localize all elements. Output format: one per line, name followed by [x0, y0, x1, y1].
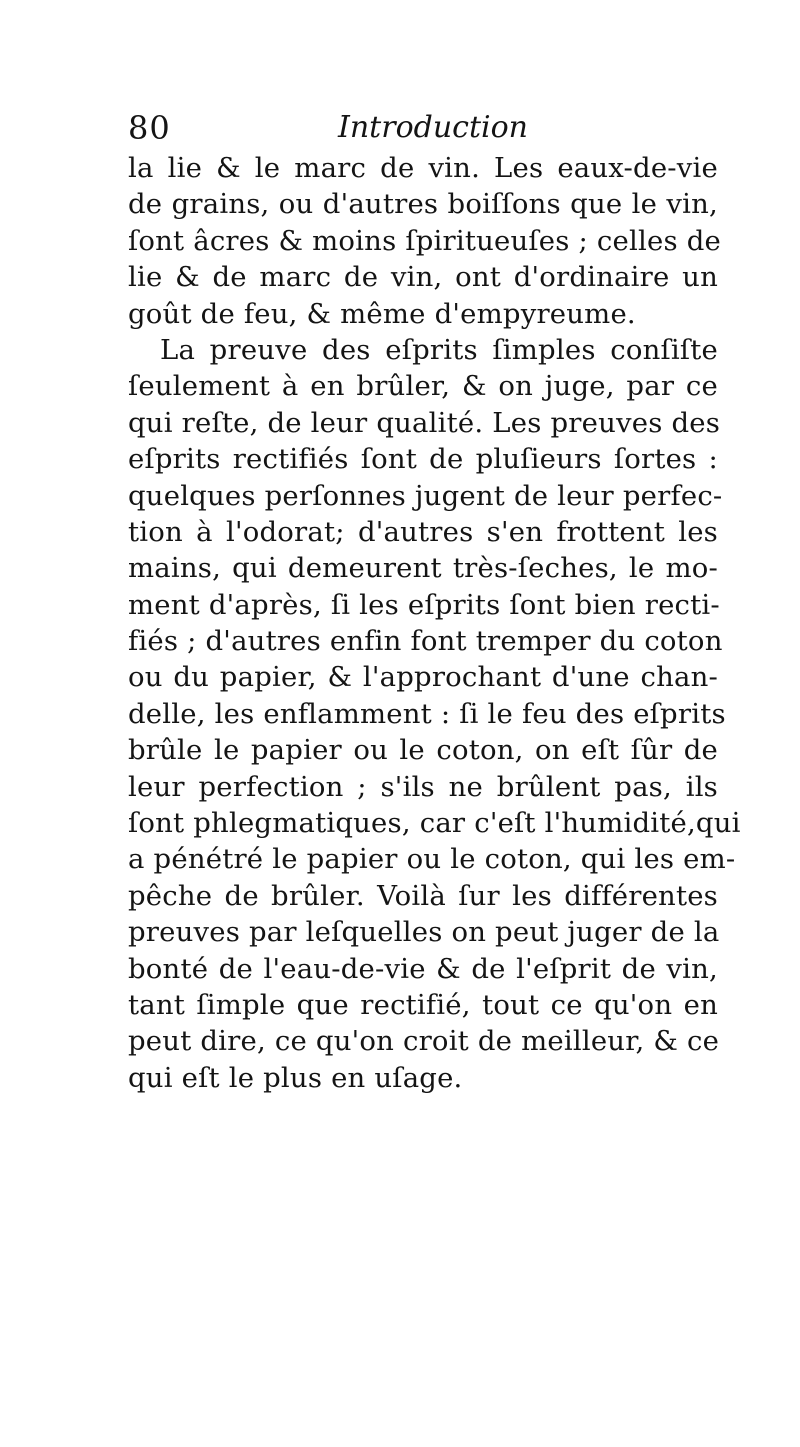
paragraph-first-line: La preuve des eſprits ſimples conſiſte — [160, 333, 718, 366]
text-line: qui reſte, de leur qualité. Les preuves des — [128, 406, 721, 439]
text-line: delle, les enflamment : ſi le feu des eſprits — [128, 697, 726, 730]
text-line: ſont phlegmatiques, car c'eſt l'humidité,qui — [128, 807, 741, 840]
text-line: goût de feu, & même d'empyreume. — [128, 297, 636, 330]
text-line: mains, qui demeurent très-ſeches, le mo- — [128, 552, 718, 585]
text-line: ou du papier, & l'approchant d'une chan- — [128, 661, 718, 694]
text-line: a pénétré le papier ou le coton, qui les em- — [128, 843, 736, 876]
text-line: tion à l'odorat; d'autres s'en frottent les — [128, 515, 718, 548]
text-line: preuves par leſquelles on peut juger de la — [128, 916, 720, 949]
text-line: fiés ; d'autres enfin font tremper du coton — [128, 625, 723, 658]
text-line: ſont âcres & moins ſpiritueuſes ; celles de — [128, 224, 721, 257]
text-line: la lie & le marc de vin. Les eaux-de-vie — [128, 152, 718, 184]
text-line: ſeulement à en brûler, & on juge, par ce — [128, 370, 718, 403]
text-line: brûle le papier ou le coton, on eſt ſûr de — [128, 734, 718, 767]
text-line: peut dire, ce qu'on croit de meilleur, & ce — [128, 1025, 720, 1058]
text-line: pêche de brûler. Voilà ſur les différentes — [128, 879, 718, 912]
text-line: ment d'après, ſi les eſprits ſont bien recti- — [128, 588, 720, 621]
text-line: eſprits rectifiés ſont de pluſieurs ſortes : — [128, 443, 718, 476]
text-line: bonté de l'eau-de-vie & de l'eſprit de vin, — [128, 952, 718, 985]
text-line: lie & de marc de vin, ont d'ordinaire un — [128, 261, 718, 294]
running-title: Introduction — [338, 110, 528, 145]
text-line: qui eſt le plus en uſage. — [128, 1061, 463, 1094]
body-text — [128, 150, 741, 1096]
page-number: 80 — [128, 109, 171, 147]
text-line: quelques perſonnes jugent de leur perfec- — [128, 479, 723, 512]
running-head — [128, 108, 708, 148]
text-line: de grains, ou d'autres boiſſons que le vin, — [128, 188, 718, 221]
text-line: tant ſimple que rectifié, tout ce qu'on en — [128, 988, 718, 1021]
text-line: leur perfection ; s'ils ne brûlent pas, ils — [128, 770, 718, 803]
